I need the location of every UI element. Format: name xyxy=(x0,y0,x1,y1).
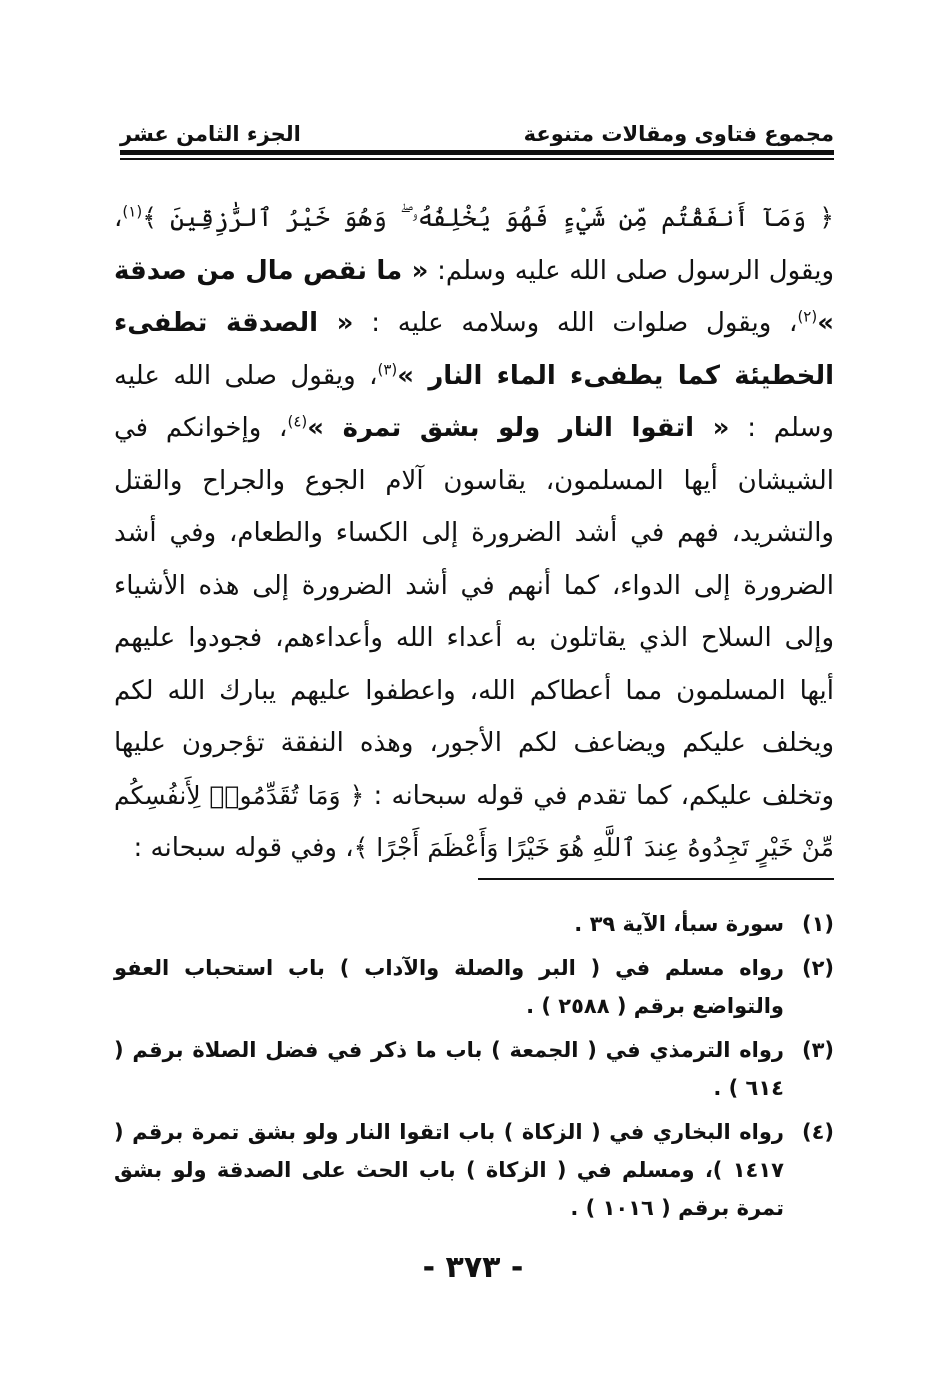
footnote-ref-1: (١) xyxy=(122,202,143,221)
footnote-ref-2: (٢) xyxy=(797,307,818,326)
footnote-item xyxy=(114,905,834,943)
footnote-item xyxy=(114,949,834,1025)
quran-verse-2: ﴿ وَمَا تُقَدِّمُوا۟ لِأَنفُسِكُم مِّنْ خَيْرٍ تَجِدُوهُ عِندَ ٱللَّهِ هُوَ خَيْرًا وَأَعْظَمَ أَجْرًا ﴾ xyxy=(114,780,834,862)
hadith-quote-3: « اتقوا النار ولو بشق تمرة » xyxy=(307,413,730,443)
footnote-text: رواه مسلم في ( البر والصلة والآداب ) باب استحباب العفو والتواضع برقم ( ٢٥٨٨ ) . xyxy=(114,956,784,1018)
running-header xyxy=(120,112,834,146)
body-paragraph xyxy=(114,192,834,875)
footnote-number: (٤) xyxy=(801,1120,834,1144)
footnote-item xyxy=(114,1031,834,1107)
body-text-segment: ، ويقول الرسول صلى الله عليه وسلم: xyxy=(114,203,835,286)
body-text-segment: ، ويقول صلى الله عليه وسلم : xyxy=(114,360,834,443)
footnote-text: سورة سبأ، الآية ٣٩ . xyxy=(574,912,784,936)
footnote-text: رواه الترمذي في ( الجمعة ) باب ما ذكر في فضل الصلاة برقم ( ٦١٤ ) . xyxy=(114,1038,784,1100)
footnote-ref-4: (٤) xyxy=(287,412,308,431)
body-text-segment: ، وإخوانكم في الشيشان أيها المسلمون، يقاسون آلام الجوع والجراح والقتل والتشريد، فهم في أشد الضرورة إلى الكساء والطعام، وفي أشد الضرورة إلى الدواء، كما أنهم في أشد الضرورة إلى هذه الأشياء وإلى السلاح الذي يقاتلون به أعداء الله وأعداءهم، فجودوا عليهم أيها المسلمون مما أعطاكم الله، واعطفوا عليهم يبارك الله لكم ويخلف عليكم ويضاعف لكم الأجور، وهذه النفقة تؤجرون عليها وتخلف عليكم، كما تقدم في قوله سبحانه : xyxy=(114,413,835,811)
page-number: - ٣٧٣ - xyxy=(422,1250,524,1285)
book-title: مجموع فتاوى ومقالات متنوعة xyxy=(523,122,834,146)
footnote-text: رواه البخاري في ( الزكاة ) باب اتقوا النار ولو بشق تمرة برقم ( ١٤١٧ )، ومسلم في ( الزكاة ) باب الحث على الصدقة ولو بشق تمرة برقم ( ١٠١٦ ) . xyxy=(114,1120,784,1220)
quran-verse-1: ﴿ وَمَآ أَنفَقْتُم مِّن شَيْءٍ فَهُوَ يُخْلِفُهُۥ ۖ وَهُوَ خَيْرُ ٱلرَّٰزِقِينَ ﴾ xyxy=(142,203,834,232)
header-rule-thin xyxy=(120,158,834,160)
hadith-quote-2: « الصدقة تطفىء الخطيئة كما يطفىء الماء النار » xyxy=(114,308,834,391)
footnote-number: (٣) xyxy=(801,1038,834,1062)
footnote-number: (١) xyxy=(801,912,834,936)
volume-label: الجزء الثامن عشر xyxy=(120,122,301,146)
footnote-ref-3: (٣) xyxy=(377,359,398,378)
body-text-segment: ، ويقول صلوات الله وسلامه عليه : xyxy=(371,308,798,338)
header-rule-thick xyxy=(120,150,834,155)
body-text xyxy=(114,192,834,875)
footnote-separator xyxy=(478,878,834,880)
footnote-number: (٢) xyxy=(801,956,834,980)
body-text-segment: ، وفي قوله سبحانه : xyxy=(133,833,354,863)
hadith-quote-1: « ما نقص مال من صدقة » xyxy=(114,255,835,338)
footnote-item xyxy=(114,1113,834,1227)
footnotes xyxy=(114,905,834,1233)
